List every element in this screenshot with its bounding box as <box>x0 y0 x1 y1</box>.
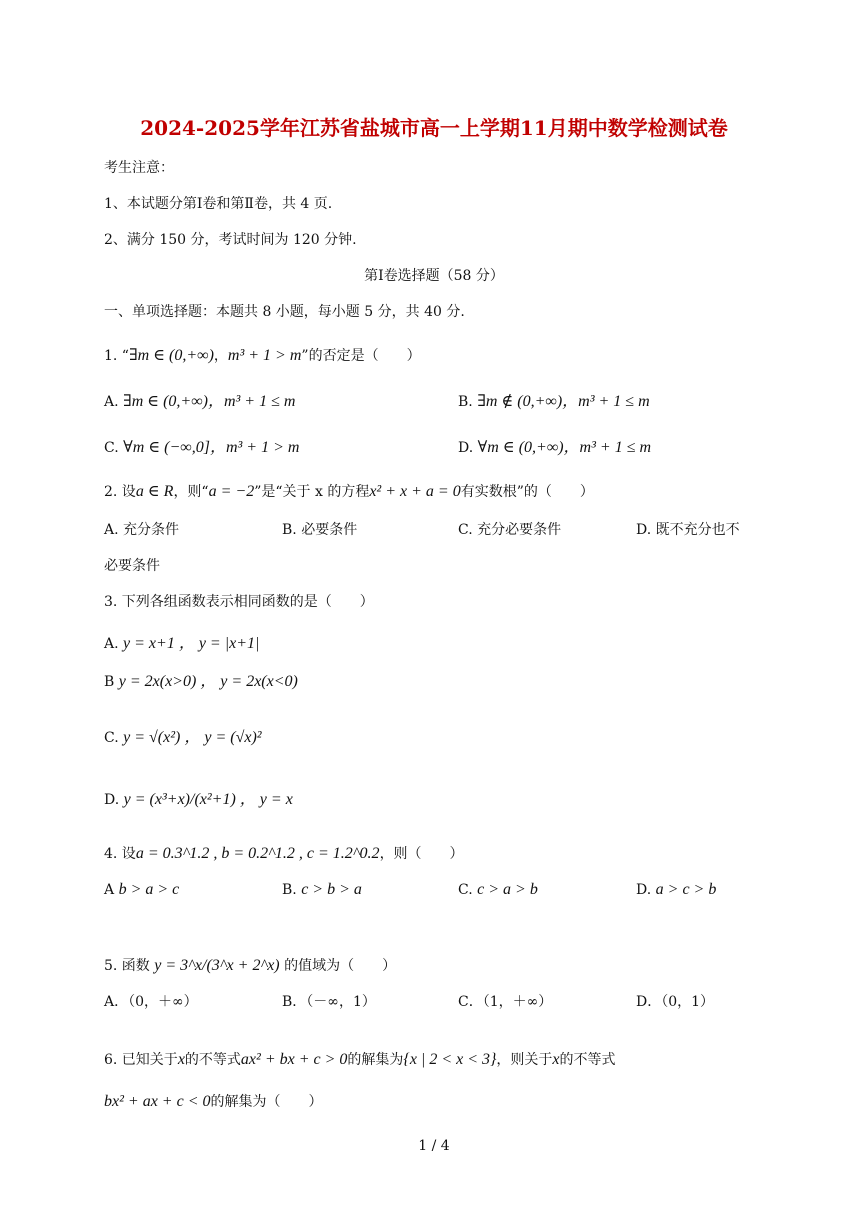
question-2-option-d: D. 既不充分也不 <box>636 522 740 538</box>
page-number: 1 / 4 <box>418 1138 450 1154</box>
question-2-stem: 2. 设a ∈ R，则“a = −2”是“关于 x 的方程x² + x + a = 0有实数根”的（ ） <box>104 483 594 500</box>
notice-item-1: 1、本试题分第Ⅰ卷和第Ⅱ卷，共 4 页. <box>104 196 333 212</box>
question-6-stem-continued: bx² + ax + c < 0的解集为（ ） <box>104 1093 323 1110</box>
part1-title: 第Ⅰ卷选择题（58 分） <box>364 268 504 284</box>
question-5-option-a: A．（0，＋∞） <box>104 994 198 1010</box>
section1-heading: 一、单项选择题：本题共 8 小题，每小题 5 分，共 40 分. <box>104 304 465 320</box>
question-3-option-b: B y = 2x(x>0) ， y = 2x(x<0) <box>104 673 298 690</box>
question-2-option-d-continued: 必要条件 <box>104 558 160 574</box>
question-5-stem: 5. 函数 y = 3^x/(3^x + 2^x) 的值域为（ ） <box>104 957 397 974</box>
question-1-stem: 1. “∃m ∈ (0,+∞)，m³ + 1 > m”的否定是（ ） <box>104 347 421 364</box>
question-5-option-d: D．（0，1） <box>636 994 715 1010</box>
question-2-option-b: B. 必要条件 <box>282 522 358 538</box>
question-4-option-a: A b > a > c <box>104 881 180 898</box>
question-4-option-b: B. c > b > a <box>282 881 362 898</box>
question-2-option-a: A. 充分条件 <box>104 522 180 538</box>
question-1-option-a: A. ∃m ∈ (0,+∞)，m³ + 1 ≤ m <box>104 393 296 410</box>
question-3-option-d: D. y = (x³+x)/(x²+1) ， y = x <box>104 791 293 808</box>
question-1-option-c: C. ∀m ∈ (−∞,0]，m³ + 1 > m <box>104 439 300 456</box>
question-5-option-b: B．（－∞，1） <box>282 994 376 1010</box>
question-1-option-d: D. ∀m ∈ (0,+∞)，m³ + 1 ≤ m <box>458 439 652 456</box>
question-3-option-c: C. y = √(x²) ， y = (√x)² <box>104 729 262 746</box>
question-3-stem: 3. 下列各组函数表示相同函数的是（ ） <box>104 594 374 610</box>
question-3-option-a: A. y = x+1 ， y = |x+1| <box>104 635 260 652</box>
question-4-option-d: D. a > c > b <box>636 881 717 898</box>
question-4-option-c: C. c > a > b <box>458 881 538 898</box>
exam-title: 2024-2025学年江苏省盐城市高一上学期11月期中数学检测试卷 <box>140 116 728 140</box>
question-4-stem: 4. 设a = 0.3^1.2 , b = 0.2^1.2 , c = 1.2^0.2，则（ ） <box>104 845 464 862</box>
question-5-option-c: C．（1，＋∞） <box>458 994 553 1010</box>
notice-item-2: 2、满分 150 分，考试时间为 120 分钟. <box>104 232 357 248</box>
question-2-option-c: C. 充分必要条件 <box>458 522 562 538</box>
question-1-option-b: B. ∃m ∉ (0,+∞)，m³ + 1 ≤ m <box>458 393 650 410</box>
notice-heading: 考生注意： <box>104 160 174 176</box>
question-6-stem: 6. 已知关于x的不等式ax² + bx + c > 0的解集为{x | 2 < x < 3}，则关于x的不等式 <box>104 1051 616 1068</box>
